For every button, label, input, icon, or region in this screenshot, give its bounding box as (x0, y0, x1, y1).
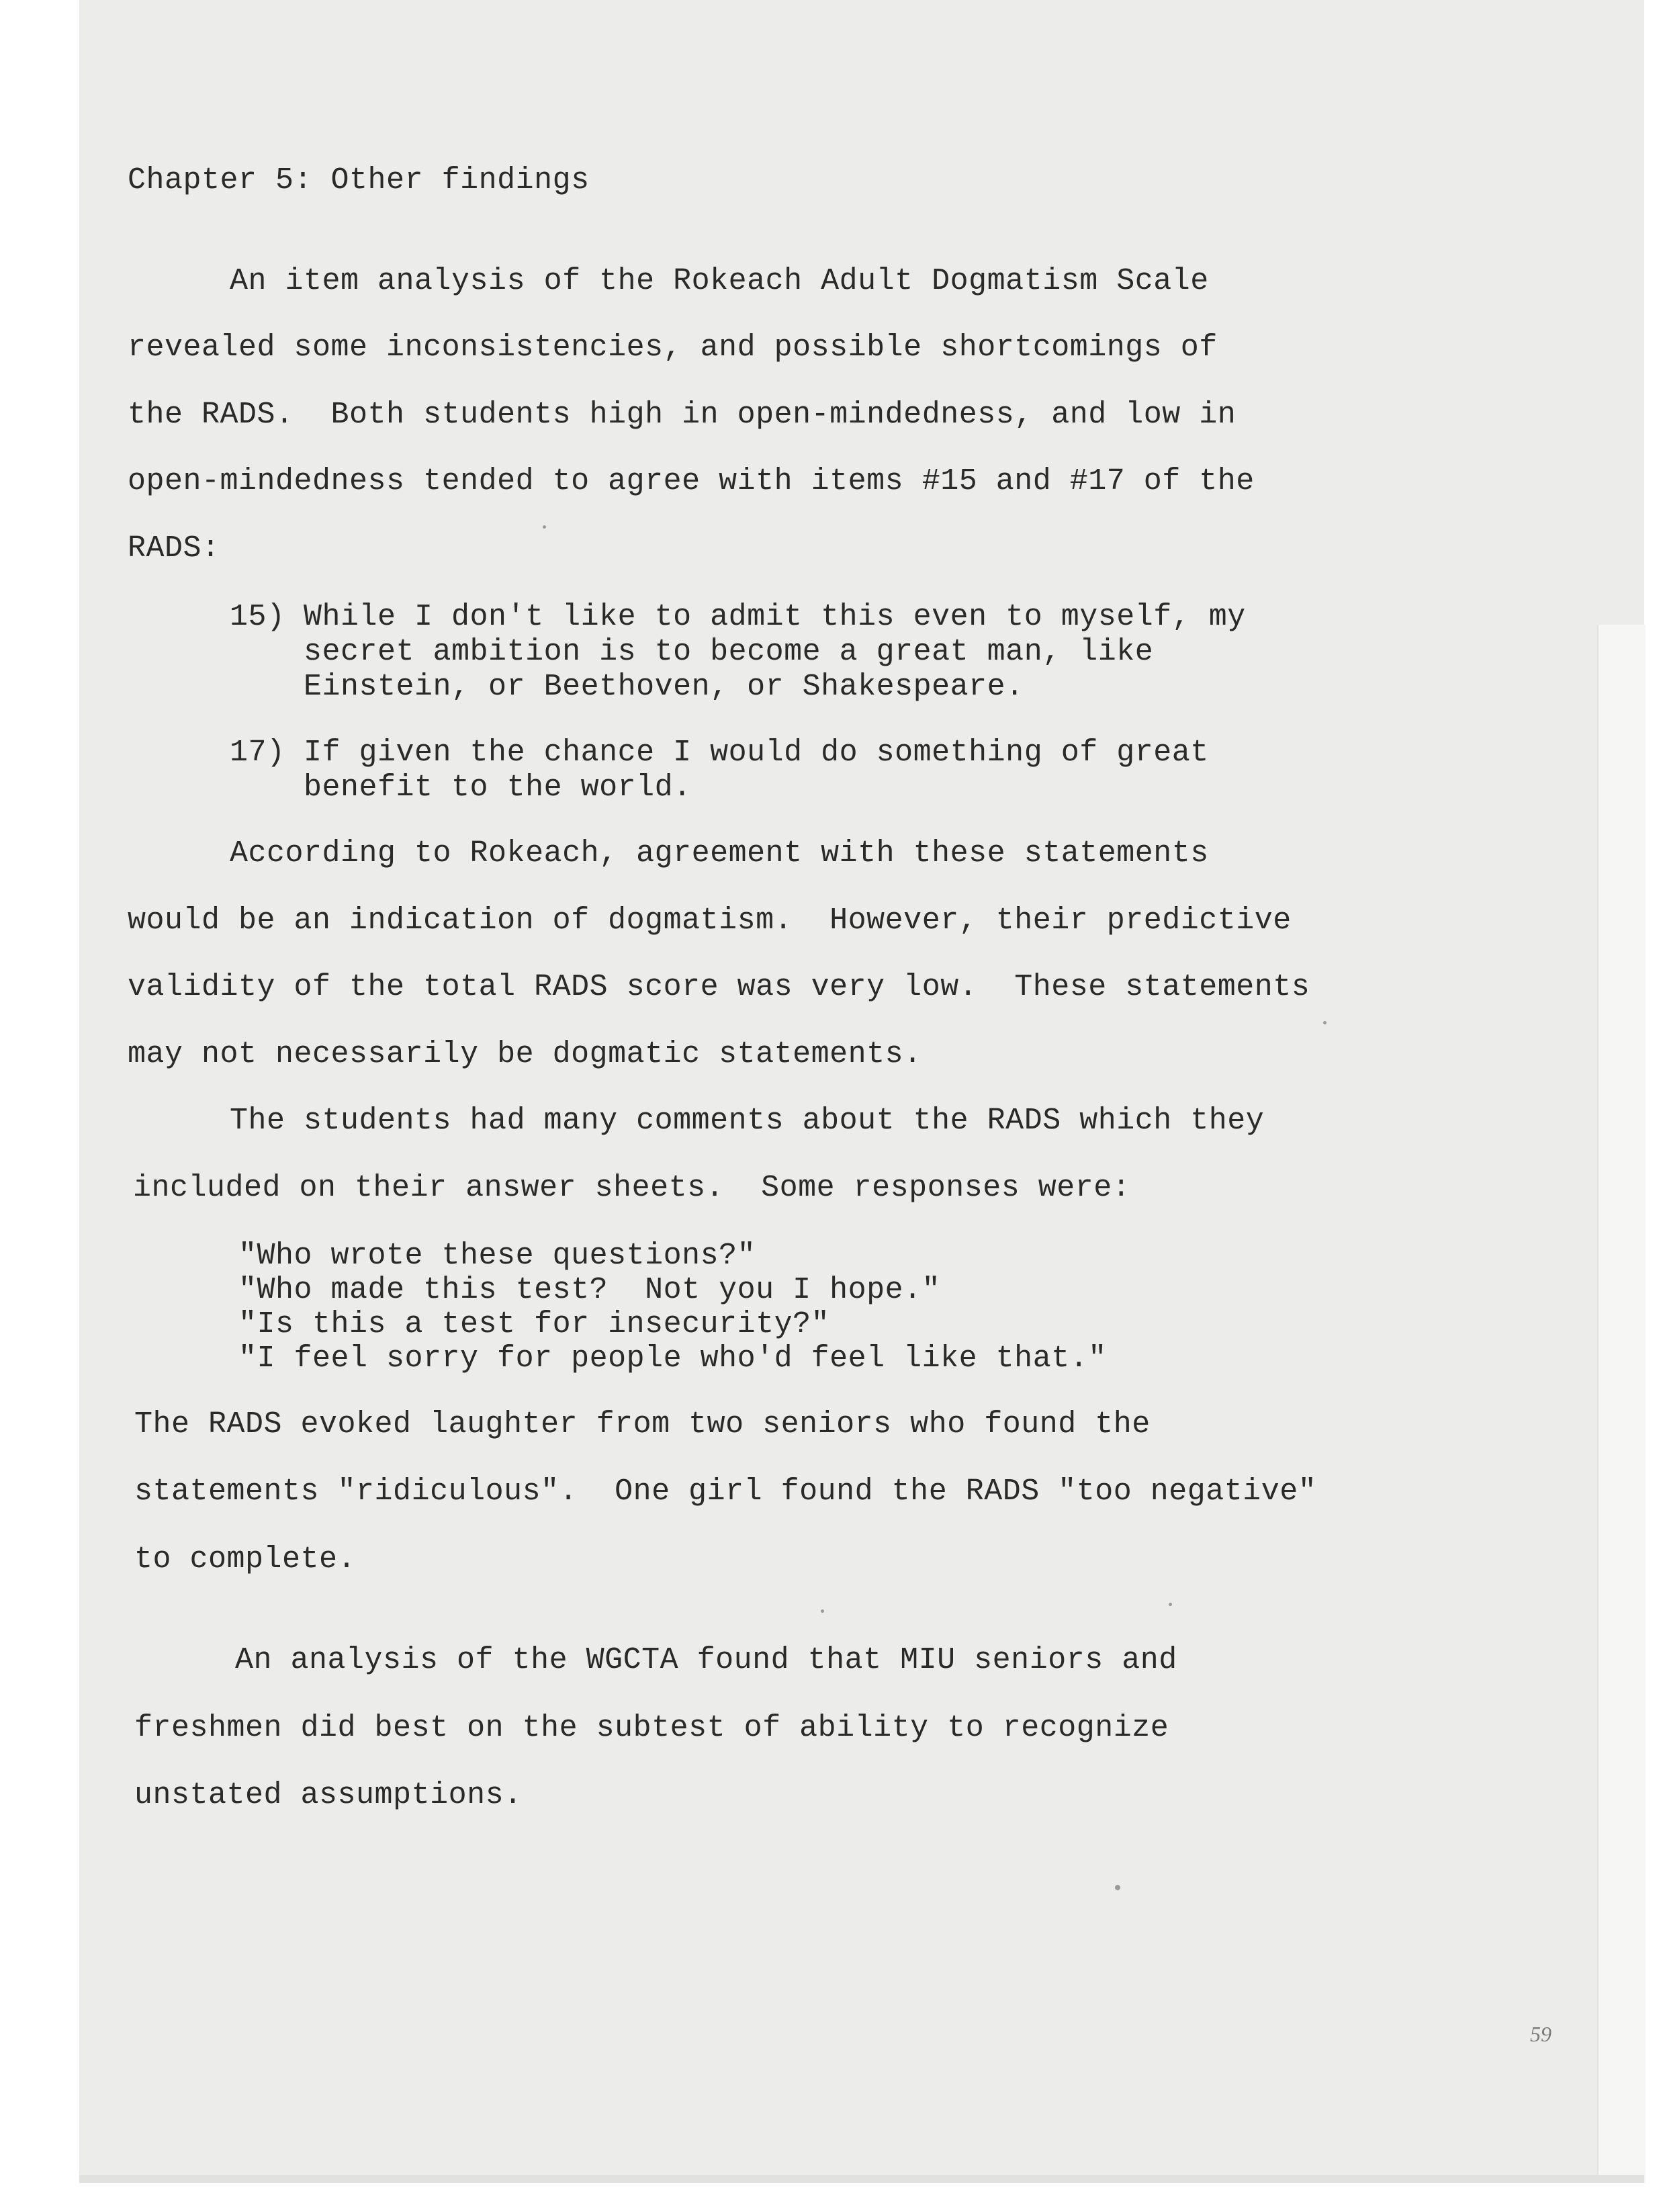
paper-speck (1323, 1021, 1327, 1024)
paper-speck (821, 1609, 824, 1613)
text-line: validity of the total RADS score was very low. These statements (128, 970, 1310, 1004)
text-line: included on their answer sheets. Some responses were: (133, 1171, 1131, 1205)
item-line: 17) If given the chance I would do something of great (230, 736, 1209, 770)
paper-speck (1169, 1603, 1172, 1606)
text-line: would be an indication of dogmatism. However, their predictive (128, 903, 1292, 938)
chapter-heading: Chapter 5: Other findings (128, 163, 590, 197)
text-line: The RADS evoked laughter from two seniors who found the (134, 1407, 1151, 1442)
paper-speck (1115, 1885, 1120, 1890)
quote-line: "Is this a test for insecurity?" (238, 1307, 830, 1341)
page-edge-strip (1597, 625, 1646, 2183)
text-line: revealed some inconsistencies, and possible shortcomings of (128, 330, 1218, 365)
item-line: Einstein, or Beethoven, or Shakespeare. (230, 670, 1024, 704)
page-number: 59 (1530, 2022, 1552, 2046)
text-line: According to Rokeach, agreement with these statements (230, 836, 1209, 871)
text-line: open-mindedness tended to agree with items #15 and #17 of the (128, 464, 1255, 498)
paper-sheet (79, 0, 1644, 2183)
item-line: benefit to the world. (230, 770, 692, 805)
text-line: to complete. (134, 1542, 357, 1577)
quote-line: "I feel sorry for people who'd feel like that." (238, 1341, 1107, 1376)
text-line: unstated assumptions. (134, 1778, 523, 1812)
paper-speck (543, 525, 546, 529)
text-line: freshmen did best on the subtest of ability to recognize (134, 1711, 1169, 1745)
item-line: 15) While I don't like to admit this even to myself, my (230, 600, 1246, 634)
item-line: secret ambition is to become a great man, like (230, 635, 1154, 669)
text-line: An analysis of the WGCTA found that MIU seniors and (235, 1643, 1177, 1677)
quote-line: "Who wrote these questions?" (238, 1239, 756, 1273)
text-line: statements "ridiculous". One girl found the RADS "too negative" (134, 1474, 1317, 1509)
page-bottom-edge (79, 2175, 1644, 2183)
text-line: The students had many comments about the RADS which they (230, 1104, 1265, 1138)
text-line: may not necessarily be dogmatic statements. (128, 1037, 922, 1071)
text-line: An item analysis of the Rokeach Adult Dogmatism Scale (230, 264, 1209, 298)
text-line: the RADS. Both students high in open-mindedness, and low in (128, 398, 1237, 432)
quote-line: "Who made this test? Not you I hope." (238, 1273, 941, 1307)
text-line: RADS: (128, 531, 220, 566)
